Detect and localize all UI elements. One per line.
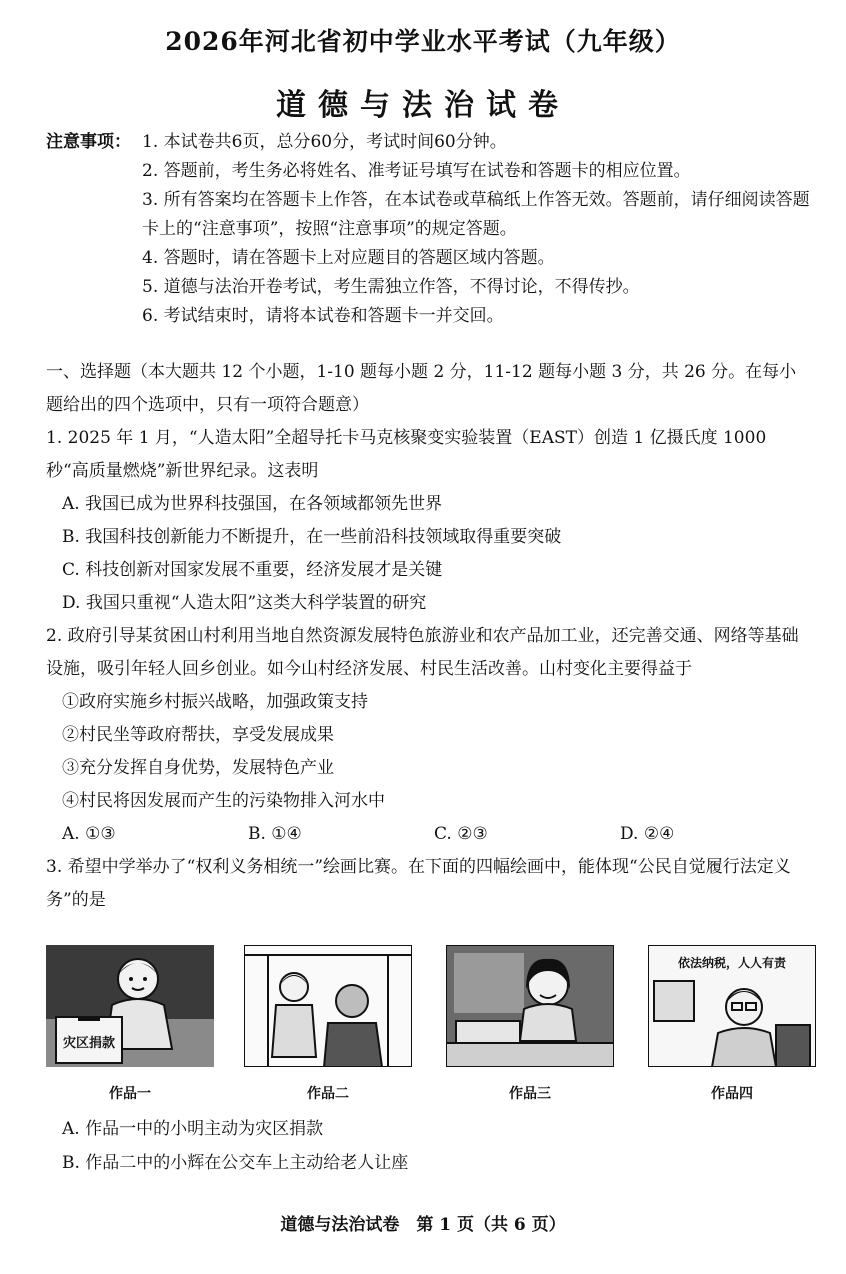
statement-2: ②村民坐等政府帮扶，享受发展成果 — [62, 725, 334, 745]
caption-1: 作品一 — [109, 1086, 151, 1102]
subject-title: 道德与法治试卷 — [276, 88, 570, 123]
notice-label: 注意事项： — [46, 132, 131, 152]
option-b: B. 我国科技创新能力不断提升，在一些前沿科技领域取得重要突破 — [62, 527, 562, 547]
caption-3: 作品三 — [509, 1086, 551, 1102]
notice-item: 5. 道德与法治开卷考试，考生需独立作答，不得讨论，不得传抄。 — [142, 277, 640, 297]
notice-item: 3. 所有答案均在答题卡上作答，在本试卷或草稿纸上作答无效。答题前，请仔细阅读答题卡上的“注意事项”，按照“注意事项”的规定答题。 — [142, 190, 810, 239]
options-row — [62, 818, 806, 851]
page-footer: 道德与法治试卷 第 1 页（共 6 页） — [280, 1215, 566, 1235]
notice-item: 6. 考试结束时，请将本试卷和答题卡一并交回。 — [142, 306, 504, 326]
option-d: D. 我国只重视“人造太阳”这类大科学装置的研究 — [62, 593, 427, 613]
statement-3: ③充分发挥自身优势，发展特色产业 — [62, 758, 334, 778]
exam-title: 2026年河北省初中学业水平考试（九年级） — [165, 27, 681, 56]
notice-item: 1. 本试卷共6页，总分60分，考试时间60分钟。 — [142, 132, 507, 152]
question-3 — [46, 851, 806, 917]
picture-1 — [46, 945, 214, 1067]
option-c: C. ②③ — [434, 824, 488, 844]
notice-item: 2. 答题前，考生务必将姓名、准考证号填写在试卷和答题卡的相应位置。 — [142, 161, 691, 181]
option-b: B. 作品二中的小辉在公交车上主动给老人让座 — [62, 1153, 409, 1173]
notice-list — [46, 128, 816, 331]
donation-drawing — [46, 945, 214, 1067]
picture-3 — [446, 945, 614, 1067]
question-stem: 2. 政府引导某贫困山村利用当地自然资源发展特色旅游业和农产品加工业，还完善交通、网络等基础设施，吸引年轻人回乡创业。如今山村经济发展、村民生活改善。山村变化主要得益于 — [46, 626, 799, 679]
study-drawing — [446, 945, 614, 1067]
bus-seat-drawing — [244, 945, 412, 1067]
section-heading: 一、选择题（本大题共 12 个小题，1-10 题每小题 2 分，11-12 题每小题 3 分，共 26 分。在每小题给出的四个选项中，只有一项符合题意） — [46, 362, 797, 415]
question-2 — [46, 620, 806, 851]
donation-box-label: 灾区捐款 — [62, 1036, 116, 1051]
option-a: A. 作品一中的小明主动为灾区捐款 — [62, 1119, 324, 1139]
option-a: A. 我国已成为世界科技强国，在各领域都领先世界 — [62, 494, 443, 514]
question-content — [46, 356, 806, 917]
question-stem: 1. 2025 年 1 月，“人造太阳”全超导托卡马克核聚变实验装置（EAST）创造 1 亿摄氏度 1000 秒“高质量燃烧”新世界纪录。这表明 — [46, 428, 767, 481]
question-3-options — [62, 1112, 802, 1180]
notice-block — [46, 128, 816, 331]
statement-1: ①政府实施乡村振兴战略，加强政策支持 — [62, 692, 368, 712]
picture-2 — [244, 945, 412, 1067]
tax-slogan: 依法纳税，人人有责 — [677, 956, 787, 970]
picture-row — [46, 945, 816, 1105]
option-c: C. 科技创新对国家发展不重要，经济发展才是关键 — [62, 560, 443, 580]
option-b: B. ①④ — [248, 824, 302, 844]
caption-4: 作品四 — [711, 1086, 753, 1102]
caption-2: 作品二 — [307, 1086, 349, 1102]
question-stem: 3. 希望中学举办了“权利义务相统一”绘画比赛。在下面的四幅绘画中，能体现“公民自觉履行法定义务”的是 — [46, 857, 791, 910]
tax-drawing — [648, 945, 816, 1067]
question-1 — [46, 422, 806, 620]
statement-4: ④村民将因发展而产生的污染物排入河水中 — [62, 791, 385, 811]
option-a: A. ①③ — [62, 824, 116, 844]
option-d: D. ②④ — [620, 824, 675, 844]
notice-item: 4. 答题时，请在答题卡上对应题目的答题区域内答题。 — [142, 248, 555, 268]
picture-4 — [648, 945, 816, 1067]
